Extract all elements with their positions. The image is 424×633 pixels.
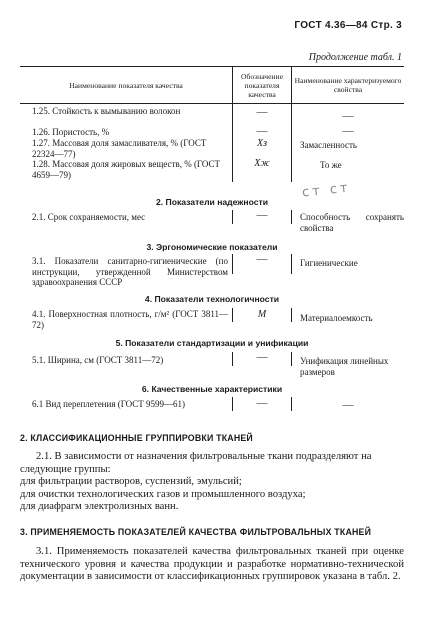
section-heading: 6. Качественные характеристики bbox=[141, 384, 283, 394]
property-cell: Гигиенические bbox=[300, 258, 358, 268]
table-row: 2.1. Срок сохраняемости, мес bbox=[32, 212, 146, 222]
symbol-cell: — bbox=[256, 351, 268, 363]
property-cell: Способность сохранять свойства bbox=[300, 212, 404, 233]
list-item: для очистки технологических газов и промышленного воздуха; bbox=[20, 488, 306, 500]
column-divider bbox=[291, 308, 292, 322]
handwritten-mark: ст ст bbox=[301, 180, 352, 201]
column-divider bbox=[291, 210, 292, 224]
page-number: Стр. 3 bbox=[370, 20, 402, 31]
paragraph: 3.1. Применяемость показателей качества фильтровальных тканей при оценке технического уровня и качества продукции и разработке нормативно-технической документации в зависимости от классификационных группировок указана в табл. 2. bbox=[20, 546, 404, 583]
symbol-cell: — bbox=[256, 397, 268, 409]
section-heading: 2. Показатели надежности bbox=[155, 197, 268, 207]
section-heading: 5. Показатели стандартизации и унификации bbox=[115, 338, 309, 348]
table-row: 1.27. Массовая доля замасливателя, % (ГОСТ 22324—77) bbox=[32, 138, 207, 159]
section-heading: 4. Показатели технологичности bbox=[144, 294, 280, 304]
table-row: 1.26. Пористость, % bbox=[32, 127, 110, 137]
column-divider bbox=[291, 352, 292, 366]
table-row: 1.25. Стойкость к вымыванию волокон bbox=[32, 106, 181, 116]
section3-body bbox=[20, 546, 404, 584]
section-heading: 3. Эргономические показатели bbox=[146, 242, 278, 252]
symbol-cell: Xз bbox=[256, 138, 267, 149]
column-divider bbox=[291, 254, 292, 274]
paragraph: 2.1. В зависимости от назначения фильтровальные ткани подразделяют на следующие группы: bbox=[20, 451, 372, 475]
property-cell: Унификация линейных размеров bbox=[300, 356, 389, 377]
symbol-cell: — bbox=[256, 125, 268, 137]
section2-body bbox=[20, 451, 404, 514]
table-row: 6.1 Вид переплетения (ГОСТ 9599—61) bbox=[32, 399, 186, 409]
column-header-property: Наименование характеризуемого свойства bbox=[294, 76, 402, 94]
symbol-cell: — bbox=[256, 106, 268, 118]
table-row: 1.28. Массовая доля жировых веществ, % (ГОСТ 4659—79) bbox=[32, 159, 221, 180]
column-header-name: Наименование показателя качества bbox=[20, 67, 233, 103]
table-row: 4.1. Поверхностная плотность, г/м² (ГОСТ 3811—72) bbox=[32, 309, 228, 330]
standard-code: ГОСТ 4.36—84 bbox=[294, 20, 368, 31]
property-cell: Материалоемкость bbox=[300, 313, 373, 323]
list-item: для фильтрации растворов, суспензий, эмульсий; bbox=[20, 476, 242, 488]
property-cell: То же bbox=[320, 160, 342, 170]
symbol-cell: M bbox=[257, 309, 267, 320]
section-title: 2. КЛАССИФИКАЦИОННЫЕ ГРУППИРОВКИ ТКАНЕЙ bbox=[20, 433, 253, 443]
table-continuation: Продолжение табл. 1 bbox=[308, 52, 402, 63]
table-header-row bbox=[20, 66, 404, 104]
table-row: 3.1. Показатели санитарно-гигиенические (по инструкции, утвержденной Министерством здравоохранения СССР bbox=[32, 256, 228, 287]
list-item: для диафрагм электролизных ванн. bbox=[20, 501, 179, 513]
symbol-cell: — bbox=[256, 253, 268, 265]
symbol-cell: Xж bbox=[254, 158, 270, 169]
property-cell: Замасленность bbox=[300, 140, 358, 150]
property-cell: — bbox=[342, 110, 354, 122]
page-header bbox=[294, 20, 402, 31]
table-row: 5.1. Ширина, см (ГОСТ 3811—72) bbox=[32, 355, 164, 365]
property-cell: — bbox=[342, 399, 354, 411]
section-title: 3. ПРИМЕНЯЕМОСТЬ ПОКАЗАТЕЛЕЙ КАЧЕСТВА ФИЛЬТРОВАЛЬНЫХ ТКАНЕЙ bbox=[20, 527, 372, 537]
column-header-symbol: Обозначение показателя качества bbox=[233, 67, 292, 103]
symbol-cell: — bbox=[256, 209, 268, 221]
property-cell: — bbox=[342, 125, 354, 137]
